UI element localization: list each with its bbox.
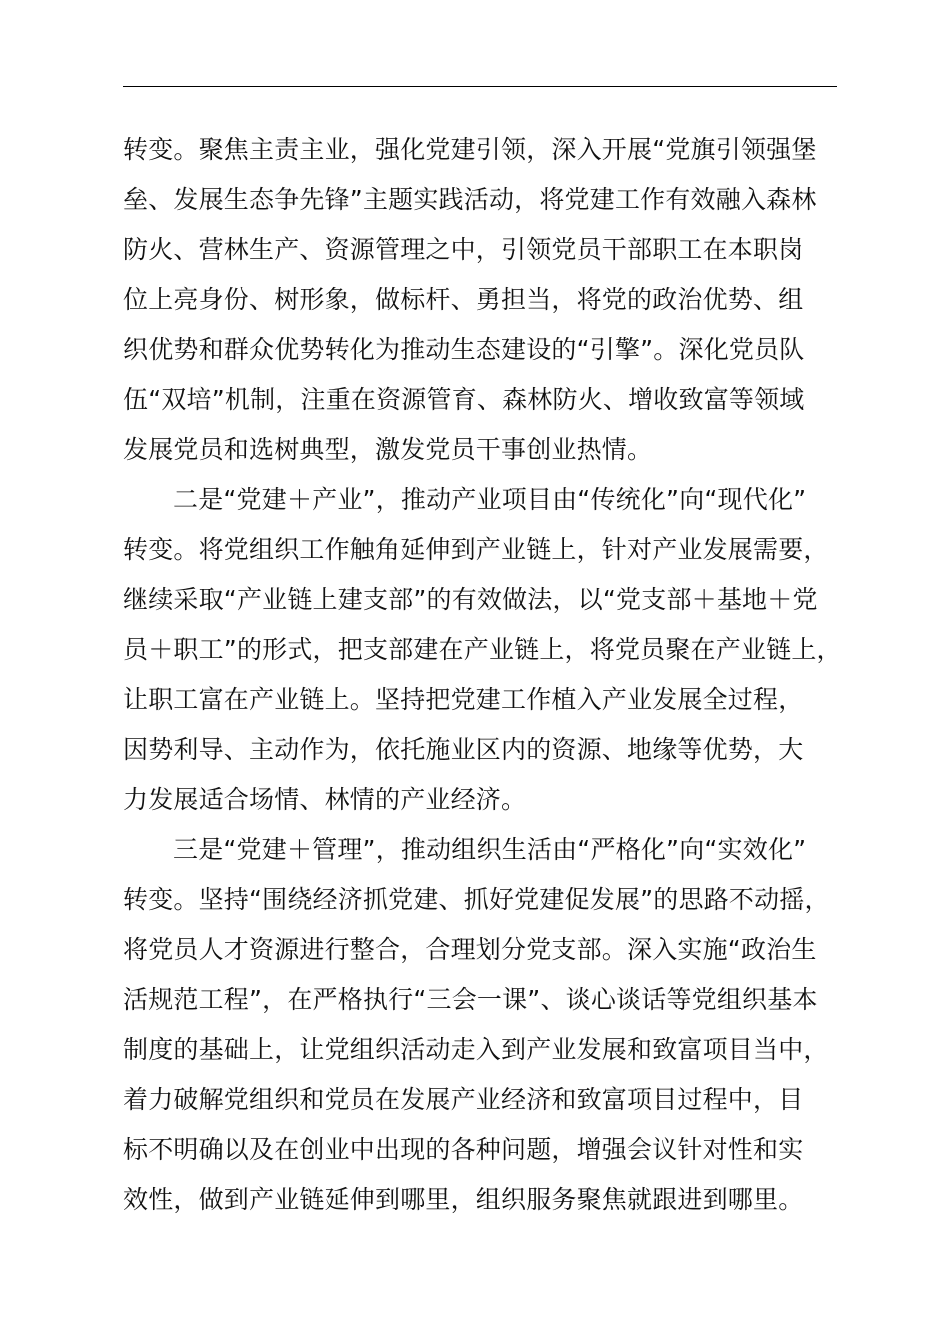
text-line: 因势利导、主动作为，依托施业区内的资源、地缘等优势，大	[123, 735, 804, 764]
paragraph-1	[123, 125, 863, 475]
text-line: 制度的基础上，让党组织活动走入到产业发展和致富项目当中，	[123, 1035, 829, 1064]
text-line: 员＋职工”的形式，把支部建在产业链上，将党员聚在产业链上，	[123, 635, 842, 664]
text-line: 着力破解党组织和党员在发展产业经济和致富项目过程中，目	[123, 1085, 804, 1114]
text-line: 垒、发展生态争先锋”主题实践活动，将党建工作有效融入森林	[123, 185, 817, 214]
text-line: 防火、营林生产、资源管理之中，引领党员干部职工在本职岗	[123, 235, 804, 264]
text-line: 位上亮身份、树形象，做标杆、勇担当，将党的政治优势、组	[123, 285, 804, 314]
text-line: 效性，做到产业链延伸到哪里，组织服务聚焦就跟进到哪里。	[123, 1185, 804, 1214]
document-body	[123, 125, 863, 1225]
text-line: 转变。聚焦主责主业，强化党建引领，深入开展“党旗引领强堡	[123, 135, 817, 164]
text-line: 三是“党建＋管理”，推动组织生活由“严格化”向“实效化”	[173, 835, 807, 864]
text-line: 伍“双培”机制，注重在资源管育、森林防火、增收致富等领域	[123, 385, 805, 414]
text-line: 继续采取“产业链上建支部”的有效做法，以“党支部＋基地＋党	[123, 585, 818, 614]
paragraph-2	[123, 475, 863, 825]
text-line: 织优势和群众优势转化为推动生态建设的“引擎”。深化党员队	[123, 335, 805, 364]
text-line: 转变。坚持“围绕经济抓党建、抓好党建促发展”的思路不动摇，	[123, 885, 830, 914]
text-line: 将党员人才资源进行整合，合理划分党支部。深入实施“政治生	[123, 935, 817, 964]
text-line: 转变。将党组织工作触角延伸到产业链上，针对产业发展需要，	[123, 535, 829, 564]
text-line: 二是“党建＋产业”，推动产业项目由“传统化”向“现代化”	[173, 485, 807, 514]
paragraph-3	[123, 825, 863, 1225]
header-rule	[123, 86, 837, 87]
text-line: 力发展适合场情、林情的产业经济。	[123, 785, 527, 814]
text-line: 发展党员和选树典型，激发党员干事创业热情。	[123, 435, 653, 464]
text-line: 活规范工程”，在严格执行“三会一课”、谈心谈话等党组织基本	[123, 985, 818, 1014]
text-line: 标不明确以及在创业中出现的各种问题，增强会议针对性和实	[123, 1135, 804, 1164]
text-line: 让职工富在产业链上。坚持把党建工作植入产业发展全过程，	[123, 685, 804, 714]
